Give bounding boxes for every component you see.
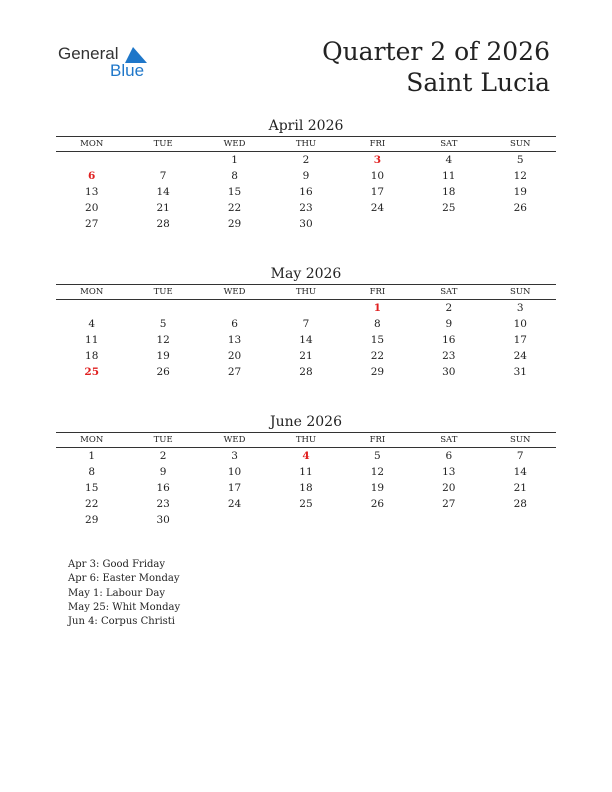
day-cell: 14: [156, 186, 170, 198]
day-cell: 8: [88, 466, 96, 478]
empty-day-cell: [127, 152, 198, 169]
weekday-header: WED: [199, 285, 270, 300]
day-cell: 12: [156, 334, 170, 346]
weekday-header: SUN: [485, 285, 556, 300]
weekday-header: THU: [270, 433, 341, 448]
day-cell: 29: [85, 514, 99, 526]
day-cell: 24: [370, 202, 385, 214]
calendar-grid: [56, 432, 556, 528]
week-row: [56, 316, 556, 332]
weekday-header: TUE: [127, 433, 198, 448]
empty-day-cell: [485, 512, 556, 528]
day-cell: 16: [299, 186, 313, 198]
day-cell: 22: [227, 202, 242, 214]
day-cell: 6: [231, 318, 238, 330]
holiday-day-cell: 3: [373, 154, 382, 166]
week-row: [56, 200, 556, 216]
day-cell: 24: [513, 350, 527, 362]
week-row: [56, 300, 556, 317]
weekday-header: TUE: [127, 137, 198, 152]
empty-day-cell: [199, 300, 270, 317]
day-cell: 10: [513, 318, 527, 330]
day-cell: 19: [513, 186, 527, 198]
week-row: [56, 496, 556, 512]
day-cell: 10: [227, 466, 242, 478]
day-cell: 17: [370, 186, 385, 198]
weekday-header: FRI: [342, 285, 413, 300]
week-row: [56, 348, 556, 364]
day-cell: 16: [156, 482, 170, 494]
day-cell: 30: [156, 514, 170, 526]
brand-logo: [58, 44, 158, 80]
month-june: [56, 412, 556, 528]
week-row: [56, 184, 556, 200]
week-row: [56, 332, 556, 348]
day-cell: 2: [445, 302, 453, 314]
day-cell: 9: [159, 466, 167, 478]
day-cell: 14: [299, 334, 313, 346]
day-cell: 27: [85, 218, 99, 230]
empty-day-cell: [342, 512, 413, 528]
weekday-header-row: [56, 137, 556, 152]
day-cell: 17: [227, 482, 242, 494]
day-cell: 3: [231, 450, 238, 462]
day-cell: 28: [299, 366, 313, 378]
holiday-item: May 25: Whit Monday: [68, 601, 181, 613]
week-row: [56, 464, 556, 480]
holiday-item: Apr 6: Easter Monday: [68, 573, 180, 585]
empty-day-cell: [56, 152, 127, 169]
day-cell: 21: [156, 202, 170, 214]
empty-day-cell: [485, 216, 556, 232]
day-cell: 19: [156, 350, 170, 362]
weekday-header-row: [56, 433, 556, 448]
holiday-day-cell: 4: [302, 450, 310, 462]
empty-day-cell: [270, 300, 341, 317]
holiday-item: Apr 3: Good Friday: [68, 559, 166, 570]
week-row: [56, 152, 556, 169]
day-cell: 12: [513, 170, 527, 182]
day-cell: 29: [370, 366, 385, 378]
day-cell: 7: [302, 318, 310, 330]
day-cell: 24: [227, 498, 242, 510]
day-cell: 23: [299, 202, 313, 214]
day-cell: 26: [513, 202, 527, 214]
day-cell: 2: [302, 154, 310, 166]
day-cell: 15: [370, 334, 385, 346]
day-cell: 16: [442, 334, 456, 346]
day-cell: 8: [374, 318, 381, 330]
day-cell: 28: [156, 218, 170, 230]
month-may: [56, 264, 556, 380]
day-cell: 14: [513, 466, 527, 478]
day-cell: 18: [85, 350, 99, 362]
day-cell: 17: [513, 334, 527, 346]
weekday-header-row: [56, 285, 556, 300]
brand-word-blue: Blue: [110, 61, 145, 80]
day-cell: 27: [227, 366, 242, 378]
weekday-header: WED: [199, 137, 270, 152]
day-cell: 26: [156, 366, 170, 378]
week-row: [56, 216, 556, 232]
holiday-item: May 1: Labour Day: [68, 587, 165, 599]
holiday-day-cell: 25: [84, 366, 100, 378]
day-cell: 20: [85, 202, 99, 214]
month-april: [56, 116, 556, 232]
week-row: [56, 480, 556, 496]
empty-day-cell: [199, 512, 270, 528]
day-cell: 23: [442, 350, 456, 362]
page-title: [322, 36, 550, 98]
day-cell: 8: [231, 170, 238, 182]
weekday-header: SAT: [413, 433, 484, 448]
empty-day-cell: [270, 512, 341, 528]
day-cell: 30: [442, 366, 456, 378]
week-row: [56, 512, 556, 528]
day-cell: 2: [159, 450, 167, 462]
empty-day-cell: [413, 216, 484, 232]
day-cell: 11: [442, 170, 456, 182]
day-cell: 5: [516, 154, 524, 166]
day-cell: 15: [85, 482, 99, 494]
calendar-grid: [56, 284, 556, 380]
empty-day-cell: [127, 300, 198, 317]
day-cell: 1: [231, 154, 238, 166]
day-cell: 21: [513, 482, 527, 494]
week-row: [56, 448, 556, 465]
day-cell: 28: [513, 498, 527, 510]
day-cell: 5: [374, 450, 381, 462]
day-cell: 22: [85, 498, 99, 510]
holiday-day-cell: 1: [373, 302, 382, 314]
day-cell: 11: [299, 466, 313, 478]
weekday-header: MON: [56, 137, 127, 152]
weekday-header: MON: [56, 285, 127, 300]
day-cell: 7: [159, 170, 167, 182]
day-cell: 10: [370, 170, 385, 182]
week-row: [56, 364, 556, 380]
day-cell: 13: [227, 334, 242, 346]
day-cell: 1: [88, 450, 96, 462]
day-cell: 20: [227, 350, 242, 362]
day-cell: 22: [370, 350, 385, 362]
weekday-header: THU: [270, 285, 341, 300]
day-cell: 18: [442, 186, 456, 198]
month-title: April 2026: [268, 118, 344, 134]
day-cell: 19: [370, 482, 385, 494]
weekday-header: FRI: [342, 433, 413, 448]
day-cell: 11: [85, 334, 99, 346]
day-cell: 27: [442, 498, 456, 510]
weekday-header: WED: [199, 433, 270, 448]
empty-day-cell: [413, 512, 484, 528]
day-cell: 5: [159, 318, 167, 330]
day-cell: 29: [227, 218, 242, 230]
title-country: Saint Lucia: [406, 68, 550, 97]
day-cell: 20: [442, 482, 456, 494]
weekday-header: SAT: [413, 137, 484, 152]
day-cell: 18: [299, 482, 313, 494]
week-row: [56, 168, 556, 184]
day-cell: 9: [302, 170, 310, 182]
day-cell: 15: [227, 186, 242, 198]
holiday-item: Jun 4: Corpus Christi: [68, 616, 176, 628]
weekday-header: SUN: [485, 137, 556, 152]
month-title: May 2026: [270, 266, 342, 282]
title-quarter: Quarter 2 of 2026: [322, 37, 550, 66]
brand-word-general: General: [58, 44, 119, 63]
day-cell: 25: [442, 202, 456, 214]
weekday-header: THU: [270, 137, 341, 152]
day-cell: 25: [299, 498, 313, 510]
day-cell: 13: [442, 466, 456, 478]
month-title: June 2026: [269, 414, 342, 430]
day-cell: 9: [445, 318, 453, 330]
day-cell: 7: [516, 450, 524, 462]
weekday-header: SAT: [413, 285, 484, 300]
day-cell: 4: [88, 318, 96, 330]
day-cell: 21: [299, 350, 313, 362]
holiday-list: [68, 558, 180, 629]
day-cell: 26: [370, 498, 385, 510]
day-cell: 23: [156, 498, 170, 510]
day-cell: 31: [513, 366, 527, 378]
day-cell: 12: [370, 466, 385, 478]
weekday-header: FRI: [342, 137, 413, 152]
day-cell: 4: [445, 154, 453, 166]
day-cell: 13: [85, 186, 99, 198]
calendar-grid: [56, 136, 556, 232]
holiday-day-cell: 6: [88, 170, 96, 182]
empty-day-cell: [342, 216, 413, 232]
day-cell: 6: [445, 450, 453, 462]
empty-day-cell: [56, 300, 127, 317]
day-cell: 30: [299, 218, 313, 230]
weekday-header: TUE: [127, 285, 198, 300]
weekday-header: MON: [56, 433, 127, 448]
weekday-header: SUN: [485, 433, 556, 448]
day-cell: 3: [516, 302, 524, 314]
